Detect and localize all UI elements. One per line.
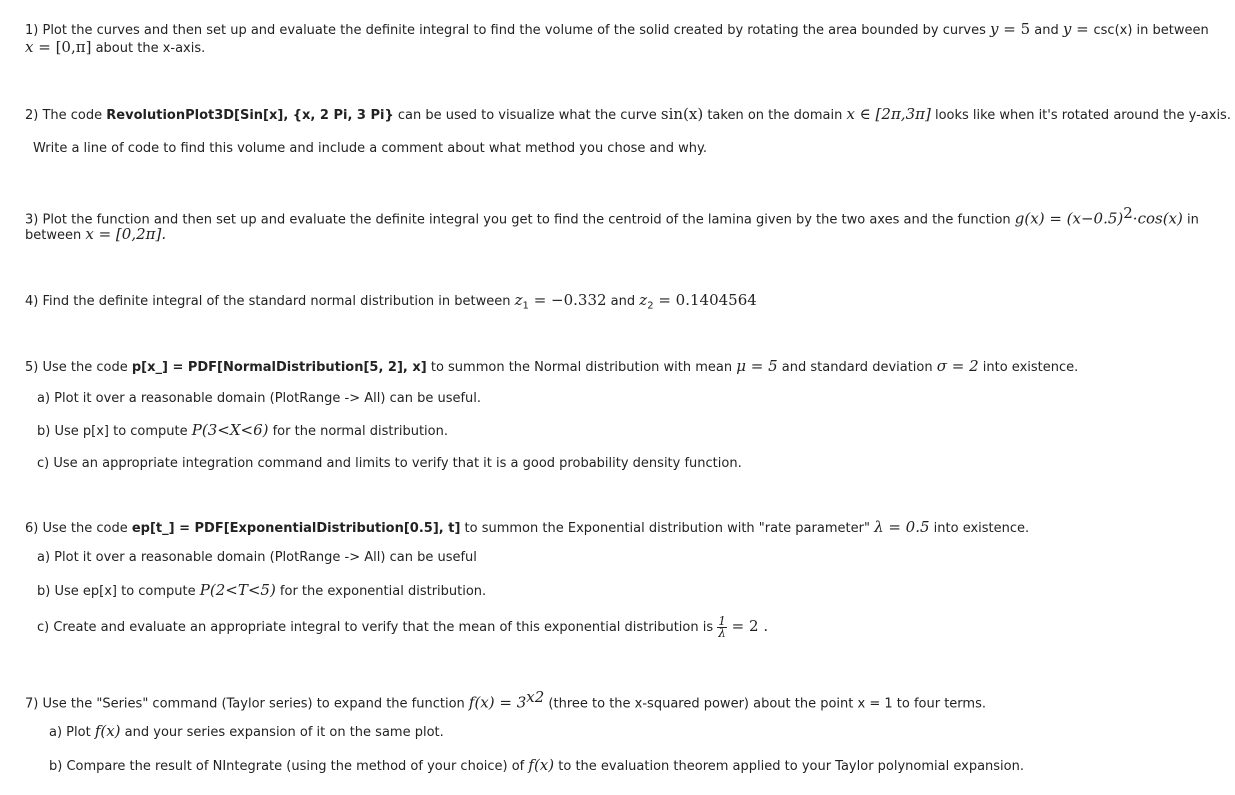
problem-6c: c) Create and evaluate an appropriate integral to verify that the mean of this exponential distribution is $\frac{1}{\lambda}$ = 2 . [37,614,769,640]
problem-4-line: 4) Find the definite integral of the standard normal distribution in between $z_1 = -0.332$ and $z_2 = 0.1404564$ [25,291,757,312]
problem-5-line-1: 5) Use the code p[x_] = PDF[NormalDistribution[5, 2], x] to summon the Normal distribution with mean μ = 5 and standard deviation σ = 2 into existence. [25,357,1079,375]
problem-5c: c) Use an appropriate integration command and limits to verify that it is a good probability density function. [37,456,742,471]
problem-5b: b) Use p[x] to compute P(3<X<6) for the normal distribution. [37,421,448,439]
problem-3-line-2: between x = [0,2π]. [25,225,167,243]
problem-7b: b) Compare the result of NIntegrate (using the method of your choice) of f(x) to the evaluation theorem applied to your Taylor polynomial expansion. [49,756,1024,774]
problem-6-line-1: 6) Use the code ep[t_] = PDF[ExponentialDistribution[0.5], t] to summon the Exponential distribution with "rate parameter" λ = 0.5 into existence. [25,518,1030,536]
problem-6b: b) Use ep[x] to compute P(2<T<5) for the exponential distribution. [37,581,487,599]
problem-1-line-2: x = [0,π] about the x-axis. [25,38,206,56]
one-over-lambda-fraction: $\frac{1}{\lambda}$ [718,614,726,640]
problem-2-line-1: 2) The code RevolutionPlot3D[Sin[x], {x, 2 Pi, 3 Pi} can be used to visualize what the curve sin(x) taken on the domain x ∈ [2π,3π] looks like when it's rotated around the y-axis. [25,105,1231,123]
problem-3-line-1: 3) Plot the function and then set up and evaluate the definite integral you get to find the centroid of the lamina given by the two axes and the function $g(x) = (x-0.5)^2\cdot\cos(x)$ in [25,204,1199,228]
problem-6a: a) Plot it over a reasonable domain (PlotRange -> All) can be useful [37,550,477,565]
problem-7a: a) Plot f(x) and your series expansion of it on the same plot. [49,722,444,740]
problem-5a: a) Plot it over a reasonable domain (PlotRange -> All) can be useful. [37,391,482,406]
problem-1-line-1: 1) Plot the curves and then set up and evaluate the definite integral to find the volume of the solid created by rotating the area bounded by curves y = 5 and y = csc(x) in between [25,20,1209,38]
problem-2-line-2: Write a line of code to find this volume and include a comment about what method you chose and why. [33,141,707,156]
problem-7-line-1: 7) Use the "Series" command (Taylor series) to expand the function $f(x) = 3^{x2}$ (three to the x-squared power) about the point x = 1 to four terms. [25,688,986,712]
